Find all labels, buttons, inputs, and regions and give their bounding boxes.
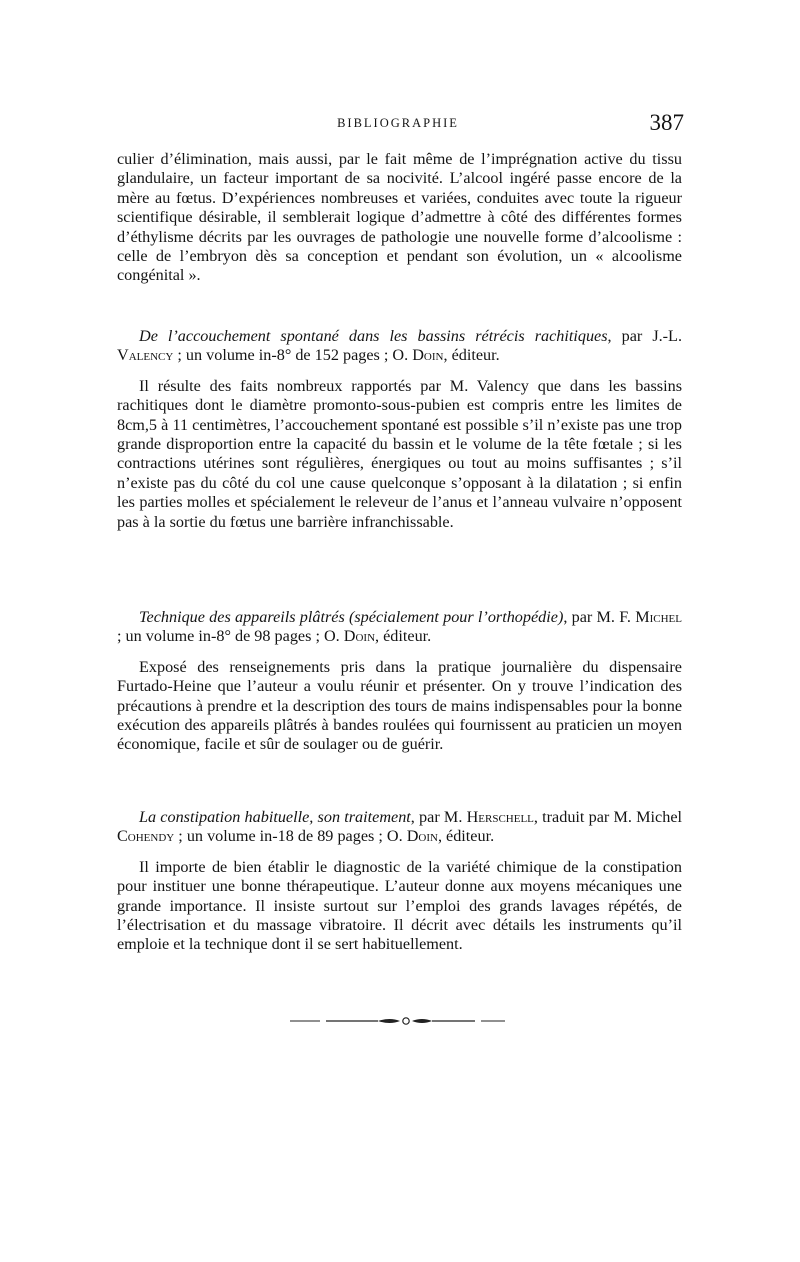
author-name: Michel: [635, 608, 682, 626]
book-title: La constipation habituelle, son traitement: [139, 808, 411, 826]
translator-name: Cohendy: [117, 827, 175, 846]
author-name: Valency: [117, 346, 174, 365]
page-number: 387: [649, 110, 684, 135]
entry-title: [117, 327, 682, 366]
end-ornament: [290, 1016, 505, 1026]
publisher-suffix: , éditeur.: [443, 346, 500, 365]
entry-title: [117, 808, 682, 847]
volume-details: ; un volume in-8° de 152 pages ; O.: [173, 346, 413, 365]
book-title: Technique des appareils plâtrés (spécialement pour l’orthopédie): [139, 608, 564, 626]
entry-title: [117, 608, 682, 647]
volume-details: ; un volume in-18 de 89 pages ; O.: [174, 827, 407, 846]
byline: , par J.-L.: [607, 327, 682, 345]
page-header: [112, 110, 684, 140]
running-head: BIBLIOGRAPHIE: [337, 116, 459, 130]
continuation-text: culier d’élimination, mais aussi, par le fait même de l’imprégnation active du tissu glandulaire, un facteur important de sa nocivité. L’alcool ingéré passe encore de la mère au fœtus. D’expériences nombreuses et variées, conduites avec toute la rigueur scientifique désirable, il semblerait logique d’admettre à côté des différentes formes d’éthylisme décrits par les ouvrages de pathologie une nouvelle forme d’alcoolisme : celle de l’embryon dès sa conception et pendant son évolution, un « alcoolisme congénital ».: [117, 150, 682, 285]
byline: , par M. F.: [563, 608, 636, 626]
book-title: De l’accouchement spontané dans les bassins rétrécis rachitiques: [139, 327, 608, 345]
review-entry-herschell: [117, 808, 682, 955]
publisher-suffix: , éditeur.: [437, 827, 495, 846]
continuation-paragraph: [117, 150, 682, 286]
entry-body: Exposé des renseignements pris dans la pratique journalière du dispensaire Furtado-Heine que l’auteur a voulu réunir et présenter. On y trouve l’indication des précautions à prendre et la description des tours de mains indispensables pour la bonne exécution des appareils plâtrés à bandes roulées qui fournissent au praticien un moyen économique, facile et sûr de soulager ou de guérir.: [117, 657, 682, 754]
volume-details: ; un volume in-8° de 98 pages ; O.: [117, 627, 344, 646]
publisher-name: Doin: [343, 627, 376, 646]
review-entry-michel: [117, 608, 682, 755]
entry-body: Il résulte des faits nombreux rapportés par M. Valency que dans les bassins rachitiques dont le diamètre promonto-sous-pubien est compris entre les limites de 8cm,5 à 11 centimètres, l’accouchement spontané est possible s’il n’existe pas une trop grande disproportion entre la capacité du bassin et le volume de la tête fœtale ; si les contractions utérines sont régulières, énergiques ou tout au moins suffisantes ; s’il n’existe pas du côté du col une cause quelconque s’opposant à la dilatation ; si enfin les parties molles et spécialement le releveur de l’anus et l’anneau vulvaire n’opposent pas à la sortie du fœtus une barrière infranchissable.: [117, 376, 682, 531]
publisher-suffix: , éditeur.: [375, 627, 432, 646]
author-name: Herschell: [466, 808, 534, 826]
translator-byline: , traduit par M. Michel: [533, 808, 683, 826]
publisher-name: Doin: [406, 827, 438, 846]
publisher-name: Doin: [412, 346, 444, 365]
review-entry-valency: [117, 327, 682, 532]
byline: , par M.: [410, 808, 467, 826]
entry-body: Il importe de bien établir le diagnostic de la variété chimique de la constipation pour instituer une bonne thérapeutique. L’auteur donne aux moyens mécaniques une grande importance. Il insiste surtout sur l’emploi des grands lavages répétés, de l’électrisation et du massage vibratoire. Il décrit avec détails les instruments qu’il emploie et la technique dont il se sert habituellement.: [117, 857, 682, 954]
